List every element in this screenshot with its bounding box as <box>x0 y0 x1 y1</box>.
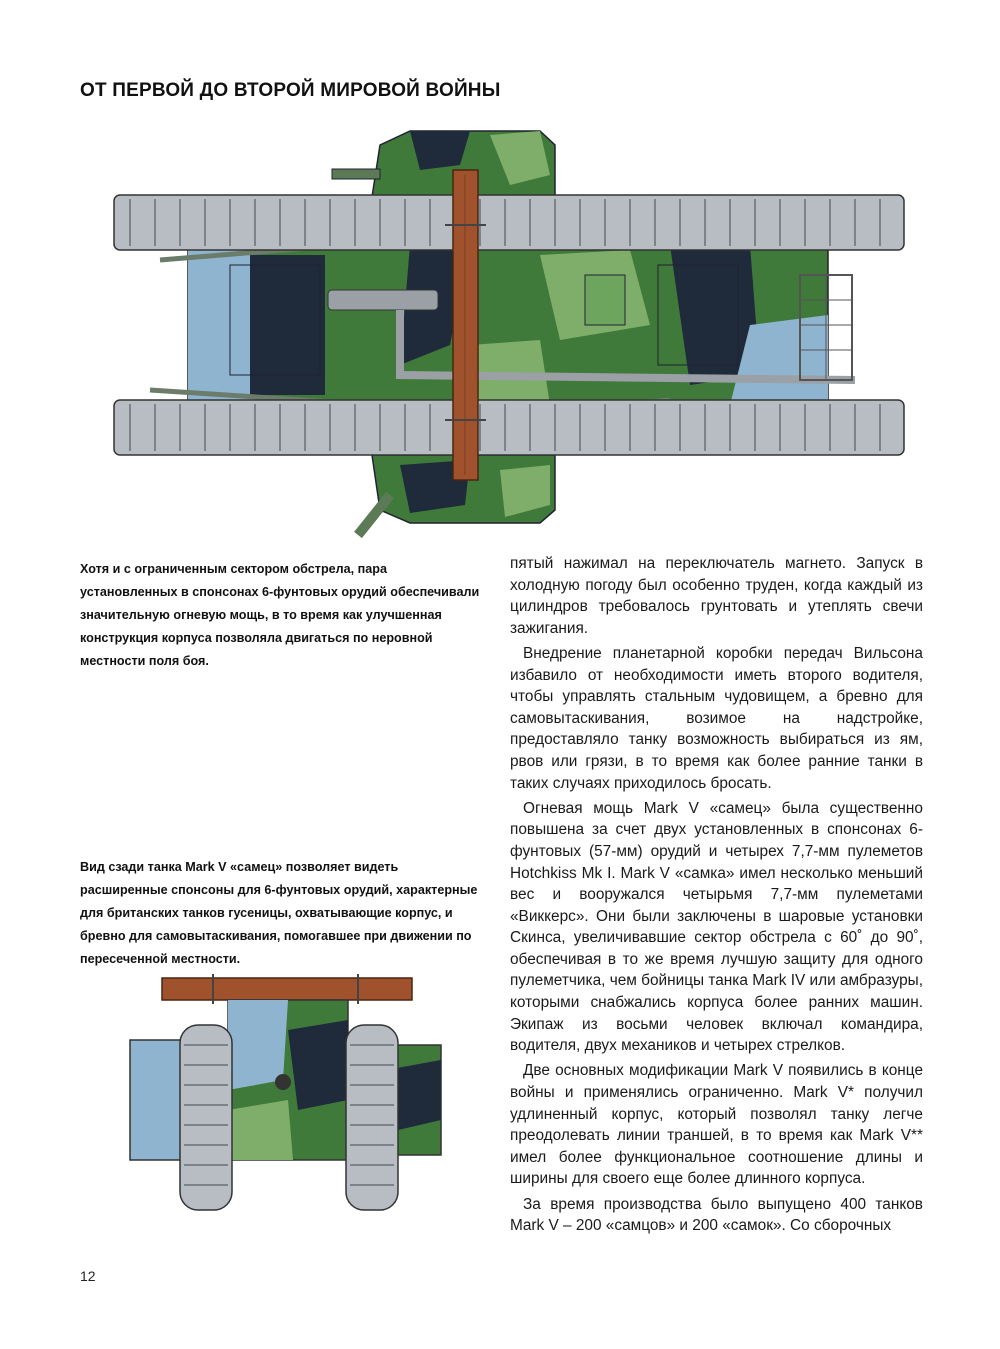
rear-view-caption: Вид сзади танка Mark V «самец» позволяет видеть расширенные спонсоны для 6-фунтовых орудий, характерные для британских танков гусеницы, охватывающие корпус, и бревно для самовытаскивания, помогавшее при движении по пересеченной местности. <box>80 860 478 966</box>
body-text-column <box>510 553 923 1237</box>
page-heading: ОТ ПЕРВОЙ ДО ВТОРОЙ МИРОВОЙ ВОЙНЫ <box>80 80 501 101</box>
tank-top-view-illustration <box>110 125 910 545</box>
top-view-caption: Хотя и с ограниченным сектором обстрела, пара установленных в спонсонах 6-фунтовых орудий обеспечивали значительную огневую мощь, в то время как улучшенная конструкция корпуса позволяла двигаться по неровной местности поля боя. <box>80 562 480 668</box>
body-paragraph: Две основных модификации Mark V появились в конце войны и применялись ограниченно. Mark V* получил удлиненный корпус, который позволял танку легче преодолевать линии траншей, в то время как Mark V** имел более функциональное соотношение длины и ширины для своего еще более длинного корпуса. <box>510 1062 923 1188</box>
page-number: 12 <box>80 1268 96 1284</box>
body-paragraph: Внедрение планетарной коробки передач Вильсона избавило от необходимости иметь второго водителя, чтобы управлять стальным чудовищем, а бревно для самовытаскивания, возимое на надстройке, предоставляло танку возможность выбираться из ям, рвов или грязи, в то время как более ранние танки в таких случаях приходилось бросать. <box>510 644 923 792</box>
tank-rear-view-illustration <box>118 970 448 1220</box>
body-paragraph: пятый нажимал на переключатель магнето. Запуск в холодную погоду был особенно труден, когда каждый из цилиндров требовалось грунтовать и утеплять свечи зажигания. <box>510 555 923 637</box>
body-paragraph: Огневая мощь Mark V «самец» была существенно повышена за счет двух установленных в спонсонах 6-фунтовых (57-мм) орудий и четырех 7,7-мм пулеметов Hotchkiss Mk I. Mark V «самка» имел несколько меньший вес и вооружался четырьмя 7,7-мм пулеметами «Виккерс». Они были заключены в шаровые установки Скинса, увеличивавшие сектор обстрела с 60˚ до 90˚, обеспечивая в то же время лучшую защиту для одного пулеметчика, чем бойницы танка Mark IV или амбразуры, которыми снабжались корпуса более ранних машин. Экипаж из восьми человек включал командира, водителя, двух механиков и четырех стрелков. <box>510 799 923 1055</box>
body-paragraph: За время производства было выпущено 400 танков Mark V – 200 «самцов» и 200 «самок». Со сборочных <box>510 1195 923 1235</box>
